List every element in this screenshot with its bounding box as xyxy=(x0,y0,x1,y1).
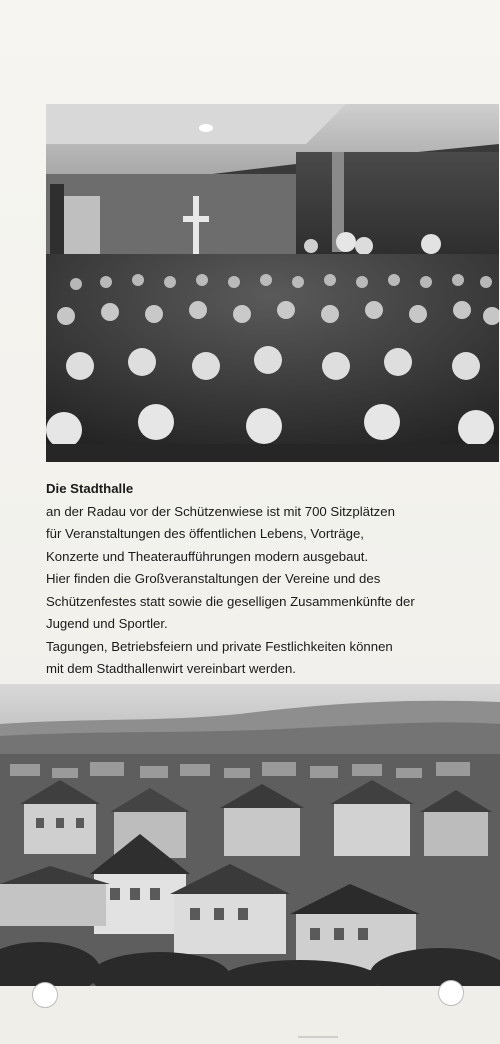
text-line: Hier finden die Großveranstaltungen der Vereine und des xyxy=(46,571,381,586)
town-panorama-photo xyxy=(0,684,500,986)
concert-hall-illustration xyxy=(46,104,499,462)
text-line: Konzerte und Theateraufführungen modern ausgebaut. xyxy=(46,548,369,564)
text-line: Schützenfestes statt sowie die geselligen Zusammenkünfte der xyxy=(46,593,415,609)
description-text xyxy=(46,478,496,681)
concert-hall-photo xyxy=(46,104,499,462)
text-line: Tagungen, Betriebsfeiern und private Festlichkeiten können xyxy=(46,638,393,654)
punch-hole-left xyxy=(32,982,58,1008)
text-line: Jugend und Sportler. xyxy=(46,616,168,631)
text-line: an der Radau vor der Schützenwiese ist mit 700 Sitzplätzen xyxy=(46,503,395,519)
town-panorama-illustration xyxy=(0,684,500,986)
section-heading: Die Stadthalle xyxy=(46,481,134,496)
punch-hole-right xyxy=(438,980,464,1006)
paper-mark xyxy=(298,1036,338,1038)
text-line: mit dem Stadthallenwirt vereinbart werden. xyxy=(46,661,296,676)
text-line: für Veranstaltungen des öffentlichen Lebens, Vorträge, xyxy=(46,526,364,541)
